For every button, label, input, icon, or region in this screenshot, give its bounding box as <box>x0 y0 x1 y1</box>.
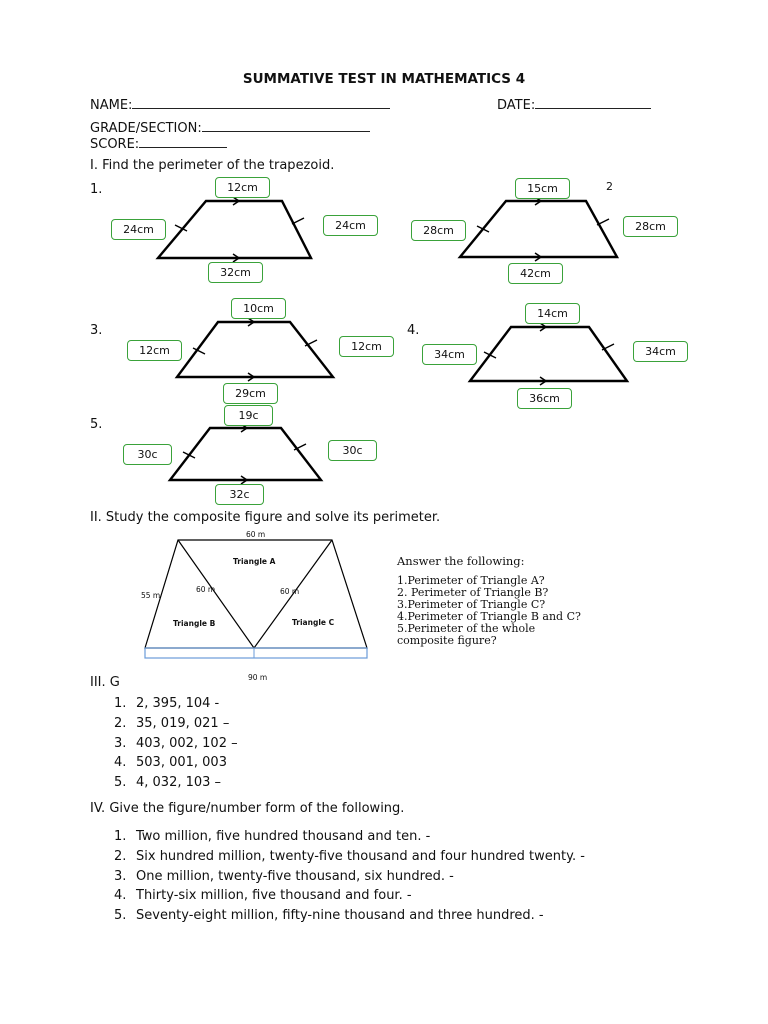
trapezoid-2-right-label: 28cm <box>623 216 678 237</box>
trapezoid-1-right-label: 24cm <box>323 215 378 236</box>
part2-instruction: II. Study the composite figure and solve its perimeter. <box>90 510 441 525</box>
part4-instruction: IV. Give the figure/number form of the following. <box>90 801 405 816</box>
trapezoid-4-top-label: 14cm <box>525 303 580 324</box>
name-label: NAME: <box>90 98 133 113</box>
list-item: 2. Six hundred million, twenty-five thousand and four hundred twenty. - <box>114 848 585 864</box>
trapezoid-3-left-label: 12cm <box>127 340 182 361</box>
figure-inner-right-label: 60 m <box>280 587 300 596</box>
question-5: 5.Perimeter of the whole <box>397 622 536 635</box>
page-title: SUMMATIVE TEST IN MATHEMATICS 4 <box>242 71 526 87</box>
item-number-5: 5. <box>90 417 103 432</box>
triangle-a-label: Triangle A <box>233 557 276 566</box>
list-item: 1. 2, 395, 104 - <box>114 696 220 711</box>
trapezoid-4-right-label: 34cm <box>633 341 688 362</box>
trapezoid-2-bottom-label: 42cm <box>508 263 563 284</box>
trapezoid-1-bottom-label: 32cm <box>208 262 263 283</box>
list-item: 4. 503, 001, 003 <box>114 755 227 771</box>
list-item: 1. Two million, five hundred thousand and ten. - <box>114 829 431 844</box>
part1-instruction: I. Find the perimeter of the trapezoid. <box>90 158 335 173</box>
part3-instruction: III. G <box>90 675 120 690</box>
trapezoid-5-right-label: 30c <box>328 440 377 461</box>
trapezoid-3-top-label: 10cm <box>231 298 286 319</box>
date-label: DATE: <box>497 98 536 113</box>
trapezoid-5-bottom-label: 32c <box>215 484 264 505</box>
item-number-3: 3. <box>90 323 103 338</box>
trapezoid-5-left-label: 30c <box>123 444 172 465</box>
trapezoid-4-left-label: 34cm <box>422 344 477 365</box>
question-1: 1.Perimeter of Triangle A? <box>397 574 545 587</box>
answer-questions <box>397 575 581 647</box>
trapezoid-3-right-label: 12cm <box>339 336 394 357</box>
trapezoid-1-left-label: 24cm <box>111 219 166 240</box>
list-item: 4. Thirty-six million, five thousand and four. - <box>114 888 412 904</box>
part4-list <box>114 829 585 928</box>
question-4: 4.Perimeter of Triangle B and C? <box>397 610 581 623</box>
score-label: SCORE: <box>90 137 140 152</box>
list-item: 5. 4, 032, 103 – <box>114 775 222 791</box>
triangle-b-label: Triangle B <box>173 619 216 628</box>
list-item: 2. 35, 019, 021 – <box>114 715 230 731</box>
part3-list <box>114 696 238 795</box>
answer-title: Answer the following: <box>397 554 525 568</box>
list-item: 3. 403, 002, 102 – <box>114 735 238 751</box>
figure-bottom-label: 90 m <box>248 673 268 682</box>
trapezoid-4-bottom-label: 36cm <box>517 388 572 409</box>
triangle-c-label: Triangle C <box>292 618 335 627</box>
list-item: 5. Seventy-eight million, fifty-nine thousand and three hundred. - <box>114 908 544 924</box>
question-5-cont: composite figure? <box>397 634 497 647</box>
figure-top-label: 60 m <box>246 530 266 539</box>
figure-left-label: 55 m <box>141 591 161 600</box>
trapezoid-2-left-label: 28cm <box>411 220 466 241</box>
trapezoid-5-top-label: 19c <box>224 405 273 426</box>
trapezoid-2-top-label: 15cm <box>515 178 570 199</box>
figure-inner-left-label: 60 m <box>196 585 216 594</box>
list-item: 3. One million, twenty-five thousand, six hundred. - <box>114 868 454 884</box>
trapezoid-1-top-label: 12cm <box>215 177 270 198</box>
grade-label: GRADE/SECTION: <box>90 121 202 136</box>
item-number-4: 4. <box>407 323 420 338</box>
question-3: 3.Perimeter of Triangle C? <box>397 598 546 611</box>
item-number-1: 1. <box>90 182 103 197</box>
item-number-2: 2 <box>606 180 613 193</box>
question-2: 2. Perimeter of Triangle B? <box>397 586 549 599</box>
trapezoid-3-bottom-label: 29cm <box>223 383 278 404</box>
